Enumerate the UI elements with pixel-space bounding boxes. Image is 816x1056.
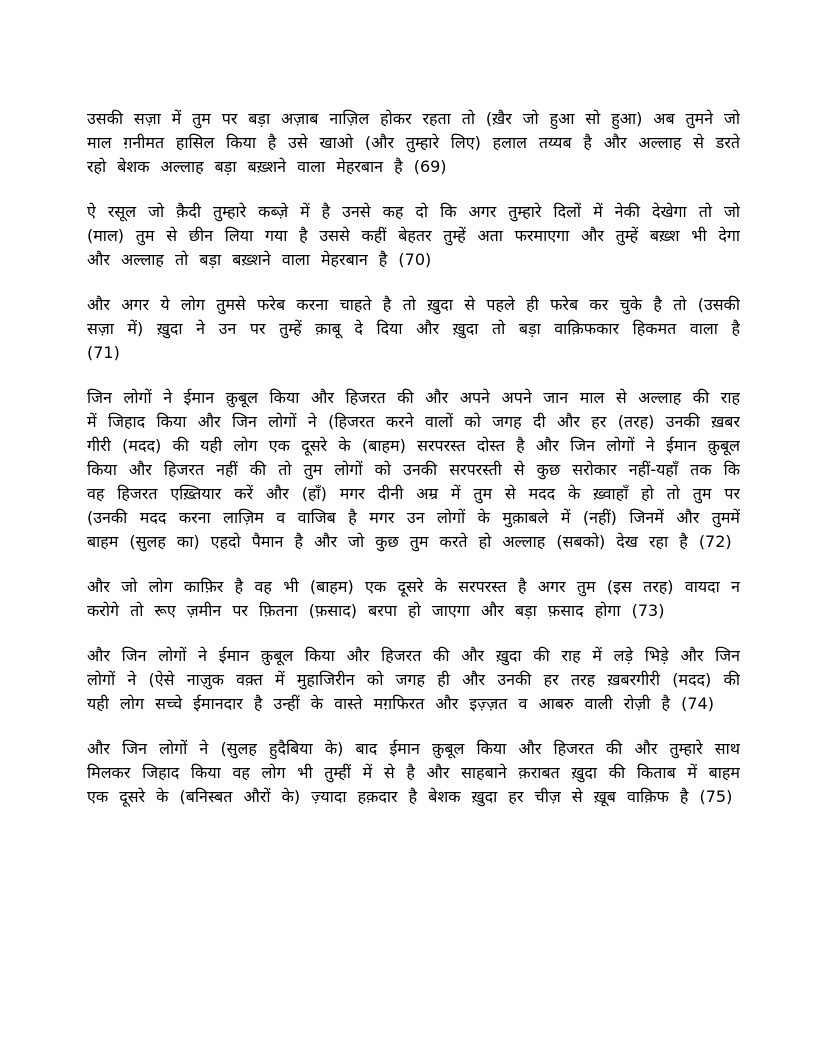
text-line: बाहम (सुलह का) एहदो पैमान है और जो कुछ तुम करते हो अल्लाह (सबको) देख रहा है (72): [87, 532, 732, 551]
text-line: उसकी सज़ा में तुम पर बड़ा अज़ाब नाज़िल होकर रहता तो (ख़ैर जो हुआ सो हुआ) अब तुमने जो: [87, 109, 740, 128]
text-line: करोगे तो रूए ज़मीन पर फ़ितना (फ़साद) बरपा हो जाएगा और बड़ा फ़साद होगा (73): [87, 601, 665, 620]
text-line: में जिहाद किया और जिन लोगों ने (हिजरत करने वालों को जगह दी और हर (तरह) उनकी ख़बर: [87, 412, 740, 431]
text-line: और अगर ये लोग तुमसे फरेब करना चाहते है तो ख़ुदा से पहले ही फरेब कर चुके है तो (उसकी: [87, 295, 740, 314]
text-line: गीरी (मदद) की यही लोग एक दूसरे के (बाहम) सरपरस्त दोस्त है और जिन लोगों ने ईमान क़ुबूल: [87, 436, 740, 455]
text-line: सज़ा में) ख़ुदा ने उन पर तुम्हें क़ाबू दे दिया और ख़ुदा तो बड़ा वाक़िफकार हिकमत वाला है (71): [87, 319, 740, 362]
text-line: (उनकी मदद करना लाज़िम व वाजिब है मगर उन लोगों के मुक़ाबले में (नहीं) जिनमें और तुममें: [87, 508, 740, 527]
text-line: रहो बेशक अल्लाह बड़ा बख़्शने वाला मेहरबान है (69): [87, 157, 447, 176]
text-line: और जो लोग काफ़िर है वह भी (बाहम) एक दूसरे के सरपरस्त है अगर तुम (इस तरह) वायदा न: [87, 577, 740, 596]
text-line: मिलकर जिहाद किया वह लोग भी तुम्हीं में से है और साहबाने क़राबत ख़ुदा की किताब में बाहम: [87, 763, 740, 782]
text-line: किया और हिजरत नहीं की तो तुम लोगों को उनकी सरपरस्ती से कुछ सरोकार नहीं-यहाँ तक कि: [87, 460, 740, 479]
verse-paragraph-71: [87, 293, 740, 365]
verse-paragraph-74: [87, 644, 740, 716]
text-line: एक दूसरे के (बनिस्बत औरों के) ज़्यादा हक़दार है बेशक ख़ुदा हर चीज़ से ख़ूब वाक़िफ है (75): [87, 787, 733, 806]
text-line: यही लोग सच्चे ईमानदार है उन्हीं के वास्ते मग़फिरत और इज़्ज़त व आबरु वाली रोज़ी है (74): [87, 694, 714, 713]
text-line: (माल) तुम से छीन लिया गया है उससे कहीं बेहतर तुम्हें अता फरमाएगा और तुम्हें बख़्श भी देगा: [87, 226, 740, 245]
verse-paragraph-70: [87, 200, 740, 272]
text-line: ऐ रसूल जो क़ैदी तुम्हारे कब्ज़े में है उनसे कह दो कि अगर तुम्हारे दिलों में नेकी देखेगा तो जो: [87, 202, 740, 221]
verse-paragraph-72: [87, 386, 740, 554]
text-line: लोगों ने (ऐसे नाज़ुक वक़्त में मुहाजिरीन को जगह ही और उनकी हर तरह ख़बरगीरी (मदद) की: [87, 670, 740, 689]
text-line: जिन लोगों ने ईमान क़ुबूल किया और हिजरत की और अपने अपने जान माल से अल्लाह की राह: [87, 388, 740, 407]
verse-paragraph-73: [87, 575, 740, 623]
verse-paragraph-75: [87, 737, 740, 809]
text-line: माल ग़नीमत हासिल किया है उसे खाओ (और तुम्हारे लिए) हलाल तय्यब है और अल्लाह से डरते: [87, 133, 740, 152]
text-line: और अल्लाह तो बड़ा बख़्शने वाला मेहरबान है (70): [87, 250, 432, 269]
text-line: और जिन लोगों ने (सुलह हुदैबिया के) बाद ईमान क़ुबूल किया और हिजरत की और तुम्हारे साथ: [87, 739, 740, 758]
text-line: और जिन लोगों ने ईमान क़ुबूल किया और हिजरत की और ख़ुदा की राह में लड़े भिड़े और जिन: [87, 646, 740, 665]
verse-paragraph-69: [87, 107, 740, 179]
text-line: वह हिजरत एख़्तियार करें और (हाँ) मगर दीनी अम्र में तुम से मदद के ख़्वाहाँ हो तो तुम पर: [87, 484, 740, 503]
